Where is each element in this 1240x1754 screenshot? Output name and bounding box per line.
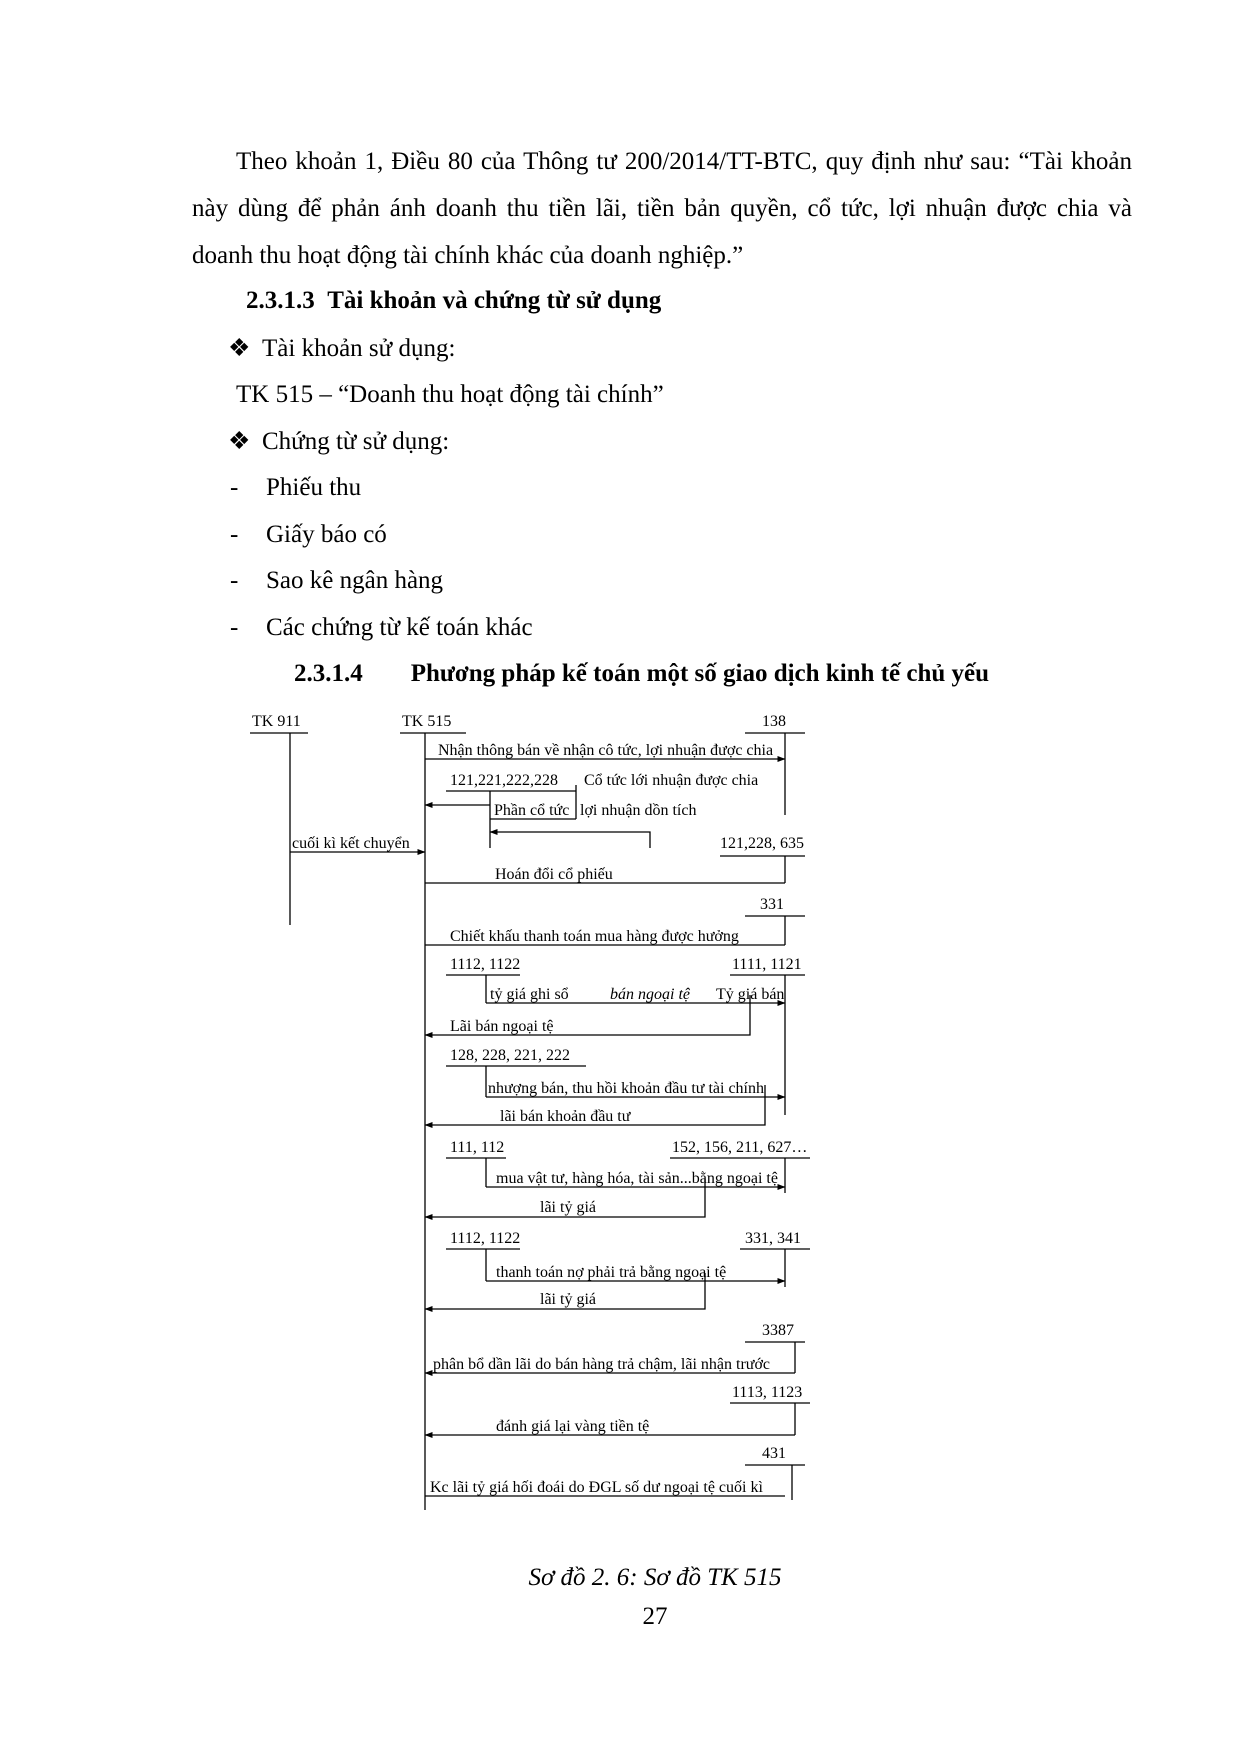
diagram-caption: Sơ đồ 2. 6: Sơ đồ TK 515 [528,1564,782,1591]
tk515-t-account-diagram [240,705,880,1525]
entry-closing-transfer [290,835,425,852]
account-label: TK 911 [252,713,301,730]
entry-label: Nhận thông bán về nhận cô tức, lợi nhuận được chia [438,742,774,759]
vouchers-label: Chứng từ sử dụng: [262,428,450,455]
accounts-label: Tài khoản sử dụng: [262,335,456,362]
entry-3387 [425,1322,805,1373]
accounts-bullet-line [228,334,455,364]
section-number: 2.3.1.4 [294,660,363,687]
page-number: 27 [642,1603,668,1630]
tk515-column [400,713,466,1510]
entry-label: đánh giá lại vàng tiền tệ [496,1418,650,1435]
entry-label: lãi tỷ giá [540,1199,596,1216]
entry-label: lãi tỷ giá [540,1291,596,1308]
entry-label: nhượng bán, thu hồi khoản đầu tư tài chính [488,1080,764,1097]
entry-121-221-222-228 [425,772,758,848]
diamond-bullet-icon: ❖ [228,428,251,455]
section-number: 2.3.1.3 [246,287,315,314]
entry-label: mua vật tư, hàng hóa, tài sản...bằng ngoại tệ [496,1170,778,1187]
account-value: TK 515 – “Doanh thu hoạt động tài chính” [236,381,664,408]
list-item: - Giấy báo có [230,521,387,548]
entry-138 [425,713,805,815]
entry-1113-1123 [425,1384,810,1435]
entry-label: lãi bán khoản đầu tư [500,1108,631,1125]
entry-label: Chiết khấu thanh toán mua hàng được hưởng [450,928,739,945]
entry-buy-with-foreign-currency [425,1139,810,1217]
diamond-bullet-icon: ❖ [228,335,251,362]
entry-label: tỷ giá ghi sổ [490,986,569,1003]
vouchers-bullet-line [228,427,449,457]
entry-label: Hoán đổi cổ phiếu [495,866,613,883]
account-label: 128, 228, 221, 222 [450,1047,570,1064]
account-label: 152, 156, 211, 627… [672,1139,808,1156]
list-item: - Sao kê ngân hàng [230,567,444,594]
account-label: 3387 [762,1322,794,1339]
entry-431 [425,1445,805,1500]
entry-331 [425,896,805,945]
account-label: 111, 112 [450,1139,505,1156]
entry-label: Kc lãi tỷ giá hối đoái do ĐGL số dư ngoại tệ cuối kì [430,1479,763,1496]
intro-paragraph: Theo khoản 1, Điều 80 của Thông tư 200/2014/TT-BTC, quy định như sau: “Tài khoản này dùng để phản ánh doanh thu tiền lãi, tiền bản quyền, cổ tức, lợi nhuận được chia và doanh thu hoạt động tài chính khác của doanh nghiệp.” [192,148,1132,269]
section-title: Phương pháp kế toán một số giao dịch kinh tế chủ yếu [410,660,990,687]
entry-label: lợi nhuận dồn tích [580,802,697,819]
entry-label: cuối kì kết chuyển [292,835,410,852]
entry-pay-liabilities [425,1230,810,1309]
entry-label: Lãi bán ngoại tệ [450,1018,554,1035]
account-label: 138 [762,713,786,730]
section-title: Tài khoản và chứng từ sử dụng [327,287,662,314]
entry-label: thanh toán nợ phải trả bằng ngoại tệ [496,1264,727,1281]
section-heading-2-3-1-4 [294,659,989,689]
account-label: 331, 341 [745,1230,801,1247]
section-heading-2-3-1-3 [246,286,661,316]
account-label: TK 515 [402,713,452,730]
account-label: 1111, 1121 [732,956,802,973]
entry-label: Phần cổ tức [494,802,570,819]
account-label: 1113, 1123 [732,1384,803,1401]
entry-121-228-635 [425,832,805,883]
account-label: 121,221,222,228 [450,772,558,789]
entry-label: Cổ tức lới nhuận được chia [584,772,759,789]
account-label: 431 [762,1445,786,1462]
entry-investment-transfer [425,1047,785,1125]
account-label: 121,228, 635 [720,835,804,852]
list-item: - Phiếu thu [230,474,362,501]
list-item: - Các chứng từ kế toán khác [230,614,533,641]
entry-label: bán ngoại tệ [610,986,690,1003]
tk911-column [250,713,308,925]
account-label: 1112, 1122 [450,956,521,973]
entry-label: Tỷ giá bán [716,986,785,1003]
entry-label: phân bổ dần lãi do bán hàng trả chậm, lãi nhận trước [433,1356,771,1373]
account-label: 331 [760,896,784,913]
account-label: 1112, 1122 [450,1230,521,1247]
